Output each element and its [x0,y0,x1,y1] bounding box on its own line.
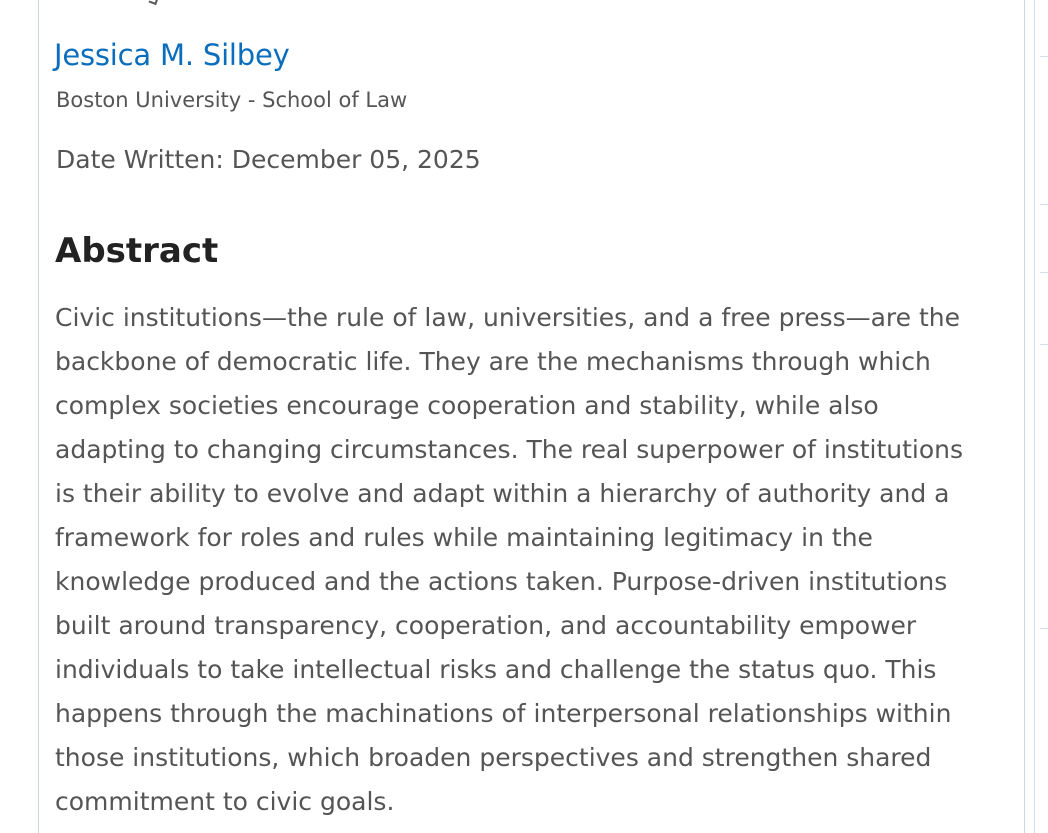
sidebar-divider [1040,344,1048,345]
abstract-line: complex societies encourage cooperation and stability, while also [55,391,879,420]
abstract-line: adapting to changing circumstances. The real superpower of institutions [55,435,964,464]
abstract-heading: Abstract [55,231,219,271]
date-written: Date Written: December 05, 2025 [56,145,481,174]
abstract-line: backbone of democratic life. They are the mechanisms through which [55,347,931,376]
abstract-line: built around transparency, cooperation, and accountability empower [55,611,917,640]
sidebar-divider [1040,272,1048,273]
abstract-line: commitment to civic goals. [55,787,395,816]
abstract-body [55,296,1020,824]
abstract-line: framework for roles and rules while maintaining legitimacy in the [55,523,873,552]
abstract-line: happens through the machinations of interpersonal relationships within [55,699,952,728]
author-name-link[interactable]: Jessica M. Silbey [54,38,290,72]
abstract-line: individuals to take intellectual risks and challenge the status quo. This [55,655,937,684]
right-sidebar-edge [1034,0,1048,833]
sidebar-divider [1040,56,1048,57]
sidebar-divider [1040,204,1048,205]
author-affiliation: Boston University - School of Law [56,88,408,112]
abstract-line: is their ability to evolve and adapt within a hierarchy of authority and a [55,479,950,508]
abstract-line: knowledge produced and the actions taken. Purpose-driven institutions [55,567,948,596]
abstract-line: those institutions, which broaden perspectives and strengthen shared [55,743,932,772]
sidebar-divider [1040,628,1048,629]
abstract-line: Civic institutions—the rule of law, universities, and a free press—are the [55,303,961,332]
